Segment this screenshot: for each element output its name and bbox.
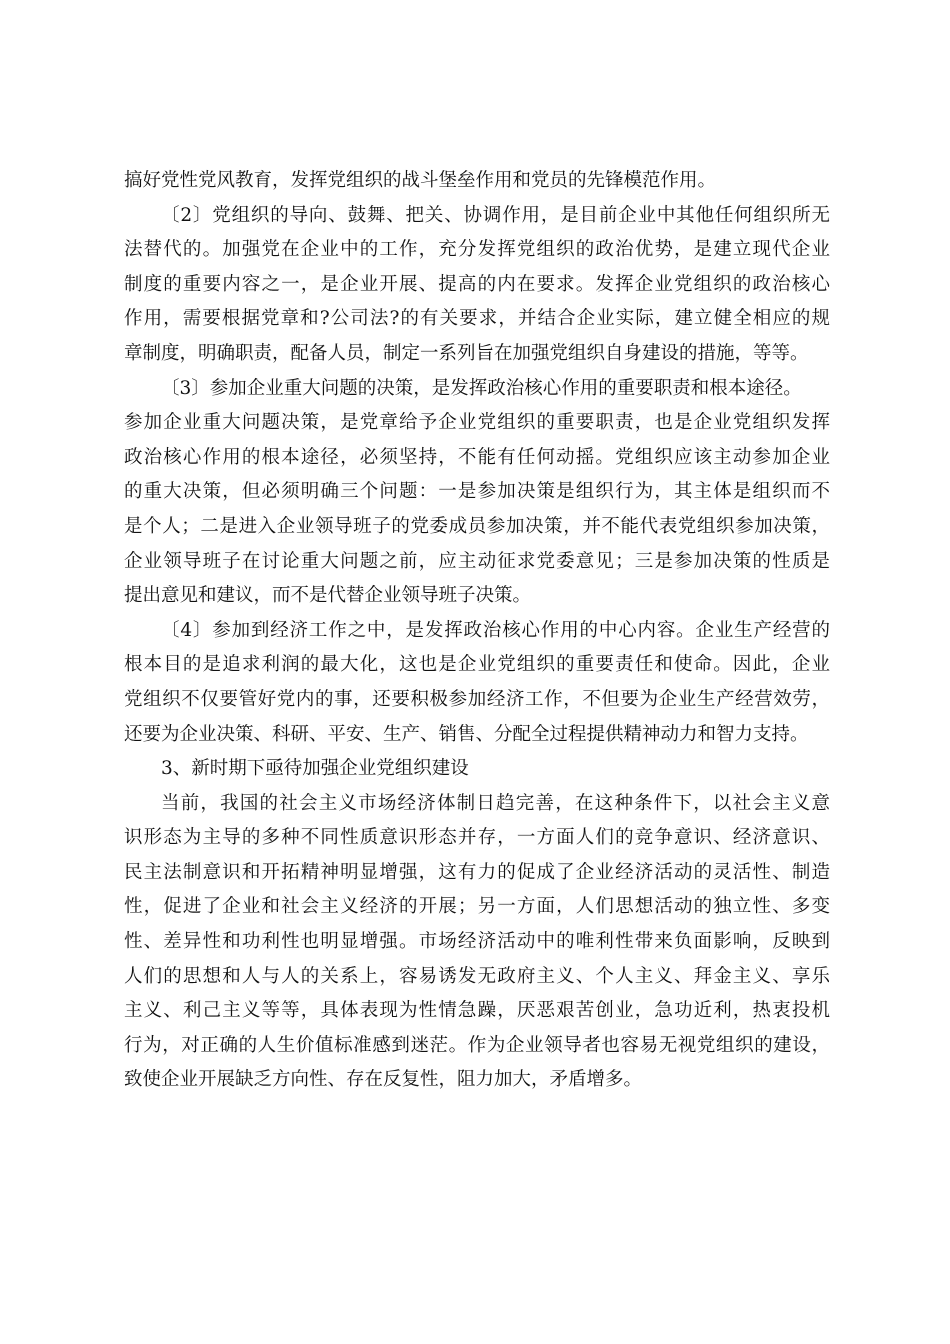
text-line: 还要为企业决策、科研、平安、生产、销售、分配全过程提供精神动力和智力支持。 (124, 723, 809, 745)
text-line: 人们的思想和人与人的关系上，容易诱发无政府主义、个人主义、拜金主义、享乐 (124, 965, 830, 987)
text-line: 性、差异性和功利性也明显增强。市场经济活动中的唯利性带来负面影响，反映到 (124, 931, 830, 953)
text-line: 主义、利己主义等等，具体表现为性情急躁，厌恶艰苦创业，急功近利，热衷投机 (124, 1000, 830, 1022)
text-line: 3、新时期下亟待加强企业党组织建设 (161, 758, 469, 780)
text-line: 党组织不仅要管好党内的事，还要积极参加经济工作，不但要为企业生产经营效劳， (124, 688, 830, 710)
text-line: 制度的重要内容之一，是企业开展、提高的内在要求。发挥企业党组织的政治核心 (124, 273, 830, 295)
text-line: 搞好党性党风教育，发挥党组织的战斗堡垒作用和党员的先锋模范作用。 (124, 170, 717, 191)
text-line: 作用，需要根据党章和?公司法?的有关要求，并结合企业实际，建立健全相应的规 (124, 308, 830, 330)
text-line: 当前，我国的社会主义市场经济体制日趋完善，在这种条件下，以社会主义意 (161, 792, 830, 814)
text-line: 企业领导班子在讨论重大问题之前，应主动征求党委意见；三是参加决策的性质是 (124, 550, 830, 572)
text-line: 法替代的。加强党在企业中的工作，充分发挥党组织的政治优势，是建立现代企业 (124, 239, 830, 261)
text-line: 参加企业重大问题决策，是党章给予企业党组织的重要职责，也是企业党组织发挥 (124, 412, 830, 434)
text-line: 识形态为主导的多种不同性质意识形态并存，一方面人们的竞争意识、经济意识、 (124, 827, 830, 849)
text-line: 根本目的是追求利润的最大化，这也是企业党组织的重要责任和使命。因此，企业 (124, 654, 830, 676)
text-line: 〔4〕参加到经济工作之中，是发挥政治核心作用的中心内容。企业生产经营的 (161, 619, 830, 641)
document-body-text (124, 164, 830, 1098)
text-line: 章制度，明确职责，配备人员，制定一系列旨在加强党组织自身建设的措施，等等。 (124, 342, 809, 364)
text-line: 政治核心作用的根本途径，必须坚持，不能有任何动摇。党组织应该主动参加企业 (124, 446, 830, 468)
text-line: 性，促进了企业和社会主义经济的开展；另一方面，人们思想活动的独立性、多变 (124, 896, 830, 918)
text-line: 是个人；二是进入企业领导班子的党委成员参加决策，并不能代表党组织参加决策， (124, 515, 830, 537)
text-line: 〔3〕参加企业重大问题的决策，是发挥政治核心作用的重要职责和根本途径。 (161, 377, 802, 399)
text-line: 行为，对正确的人生价值标准感到迷茫。作为企业领导者也容易无视党组织的建设， (124, 1034, 830, 1056)
text-line: 的重大决策，但必须明确三个问题：一是参加决策是组织行为，其主体是组织而不 (124, 481, 830, 503)
text-line: 提出意见和建议，而不是代替企业领导班子决策。 (124, 585, 532, 607)
text-line: 致使企业开展缺乏方向性、存在反复性，阻力加大，矛盾增多。 (124, 1069, 643, 1091)
text-line: 民主法制意识和开拓精神明显增强，这有力的促成了企业经济活动的灵活性、制造 (124, 861, 830, 883)
text-line: 〔2〕党组织的导向、鼓舞、把关、协调作用，是目前企业中其他任何组织所无 (161, 204, 830, 226)
